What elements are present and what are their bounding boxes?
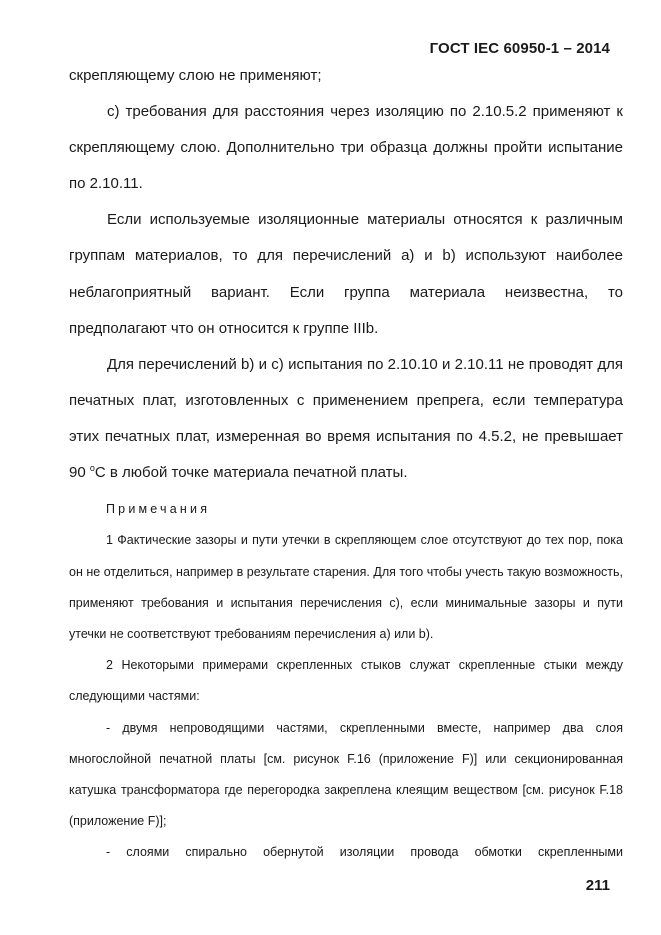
document-header: ГОСТ IEC 60950-1 – 2014 bbox=[429, 40, 610, 57]
paragraph-material-groups: Если используемые изоляционные материалы относятся к различным группам материалов, то для перечислений a) и b) используют наиболее неблагоприятный вариант. Если группа материала неизвестна, то предполагают что он относится к группе IIIb. bbox=[69, 211, 623, 337]
notes-section bbox=[69, 494, 623, 868]
notes-title: Примечания bbox=[106, 502, 211, 517]
paragraph-item-c: c) требования для расстояния через изоляцию по 2.10.5.2 применяют к скрепляющему слою. Дополнительно три образца должны пройти испытание по 2.10.11. bbox=[69, 103, 623, 193]
paragraph-prepreg bbox=[69, 347, 623, 491]
note-bullet-1: - двумя непроводящими частями, скрепленными вместе, например два слоя многослойной печатной платы [см. рисунок F.16 (приложение F)] или секционированная катушка трансформатора где перегородка закреплена клеящим веществом [см. рисунок F.18 (приложение F)]; bbox=[69, 720, 623, 829]
prepreg-text-start: Для перечислений b) и c) испытания по 2.10.10 и 2.10.11 не проводят для печатных плат, изготовленных с применением препрега, если температура этих печатных плат, измеренная во время испытания по 4.5.2, не превышает 90 bbox=[69, 355, 623, 482]
note-bullet-2: - слоями спирально обернутой изоляции провода обмотки скрепленными bbox=[106, 845, 623, 860]
degree-superscript: o bbox=[89, 463, 95, 474]
note-1: 1 Фактические зазоры и пути утечки в скрепляющем слое отсутствуют до тех пор, пока он не отделиться, например в результате старения. Для того чтобы учесть такую возможность, применяют требования и испытания перечисления c), если минимальные зазоры и пути утечки не соответствуют требованиям перечисления a) или b). bbox=[69, 533, 623, 641]
paragraph-continuation: скрепляющему слою не применяют; bbox=[69, 67, 322, 84]
note-2: 2 Некоторыми примерами скрепленных стыков служат скрепленные стыки между следующими частями: bbox=[69, 658, 623, 704]
page-body bbox=[69, 58, 623, 869]
page-number: 211 bbox=[585, 877, 610, 894]
prepreg-text-end: C в любой точке материала печатной платы. bbox=[94, 464, 408, 482]
